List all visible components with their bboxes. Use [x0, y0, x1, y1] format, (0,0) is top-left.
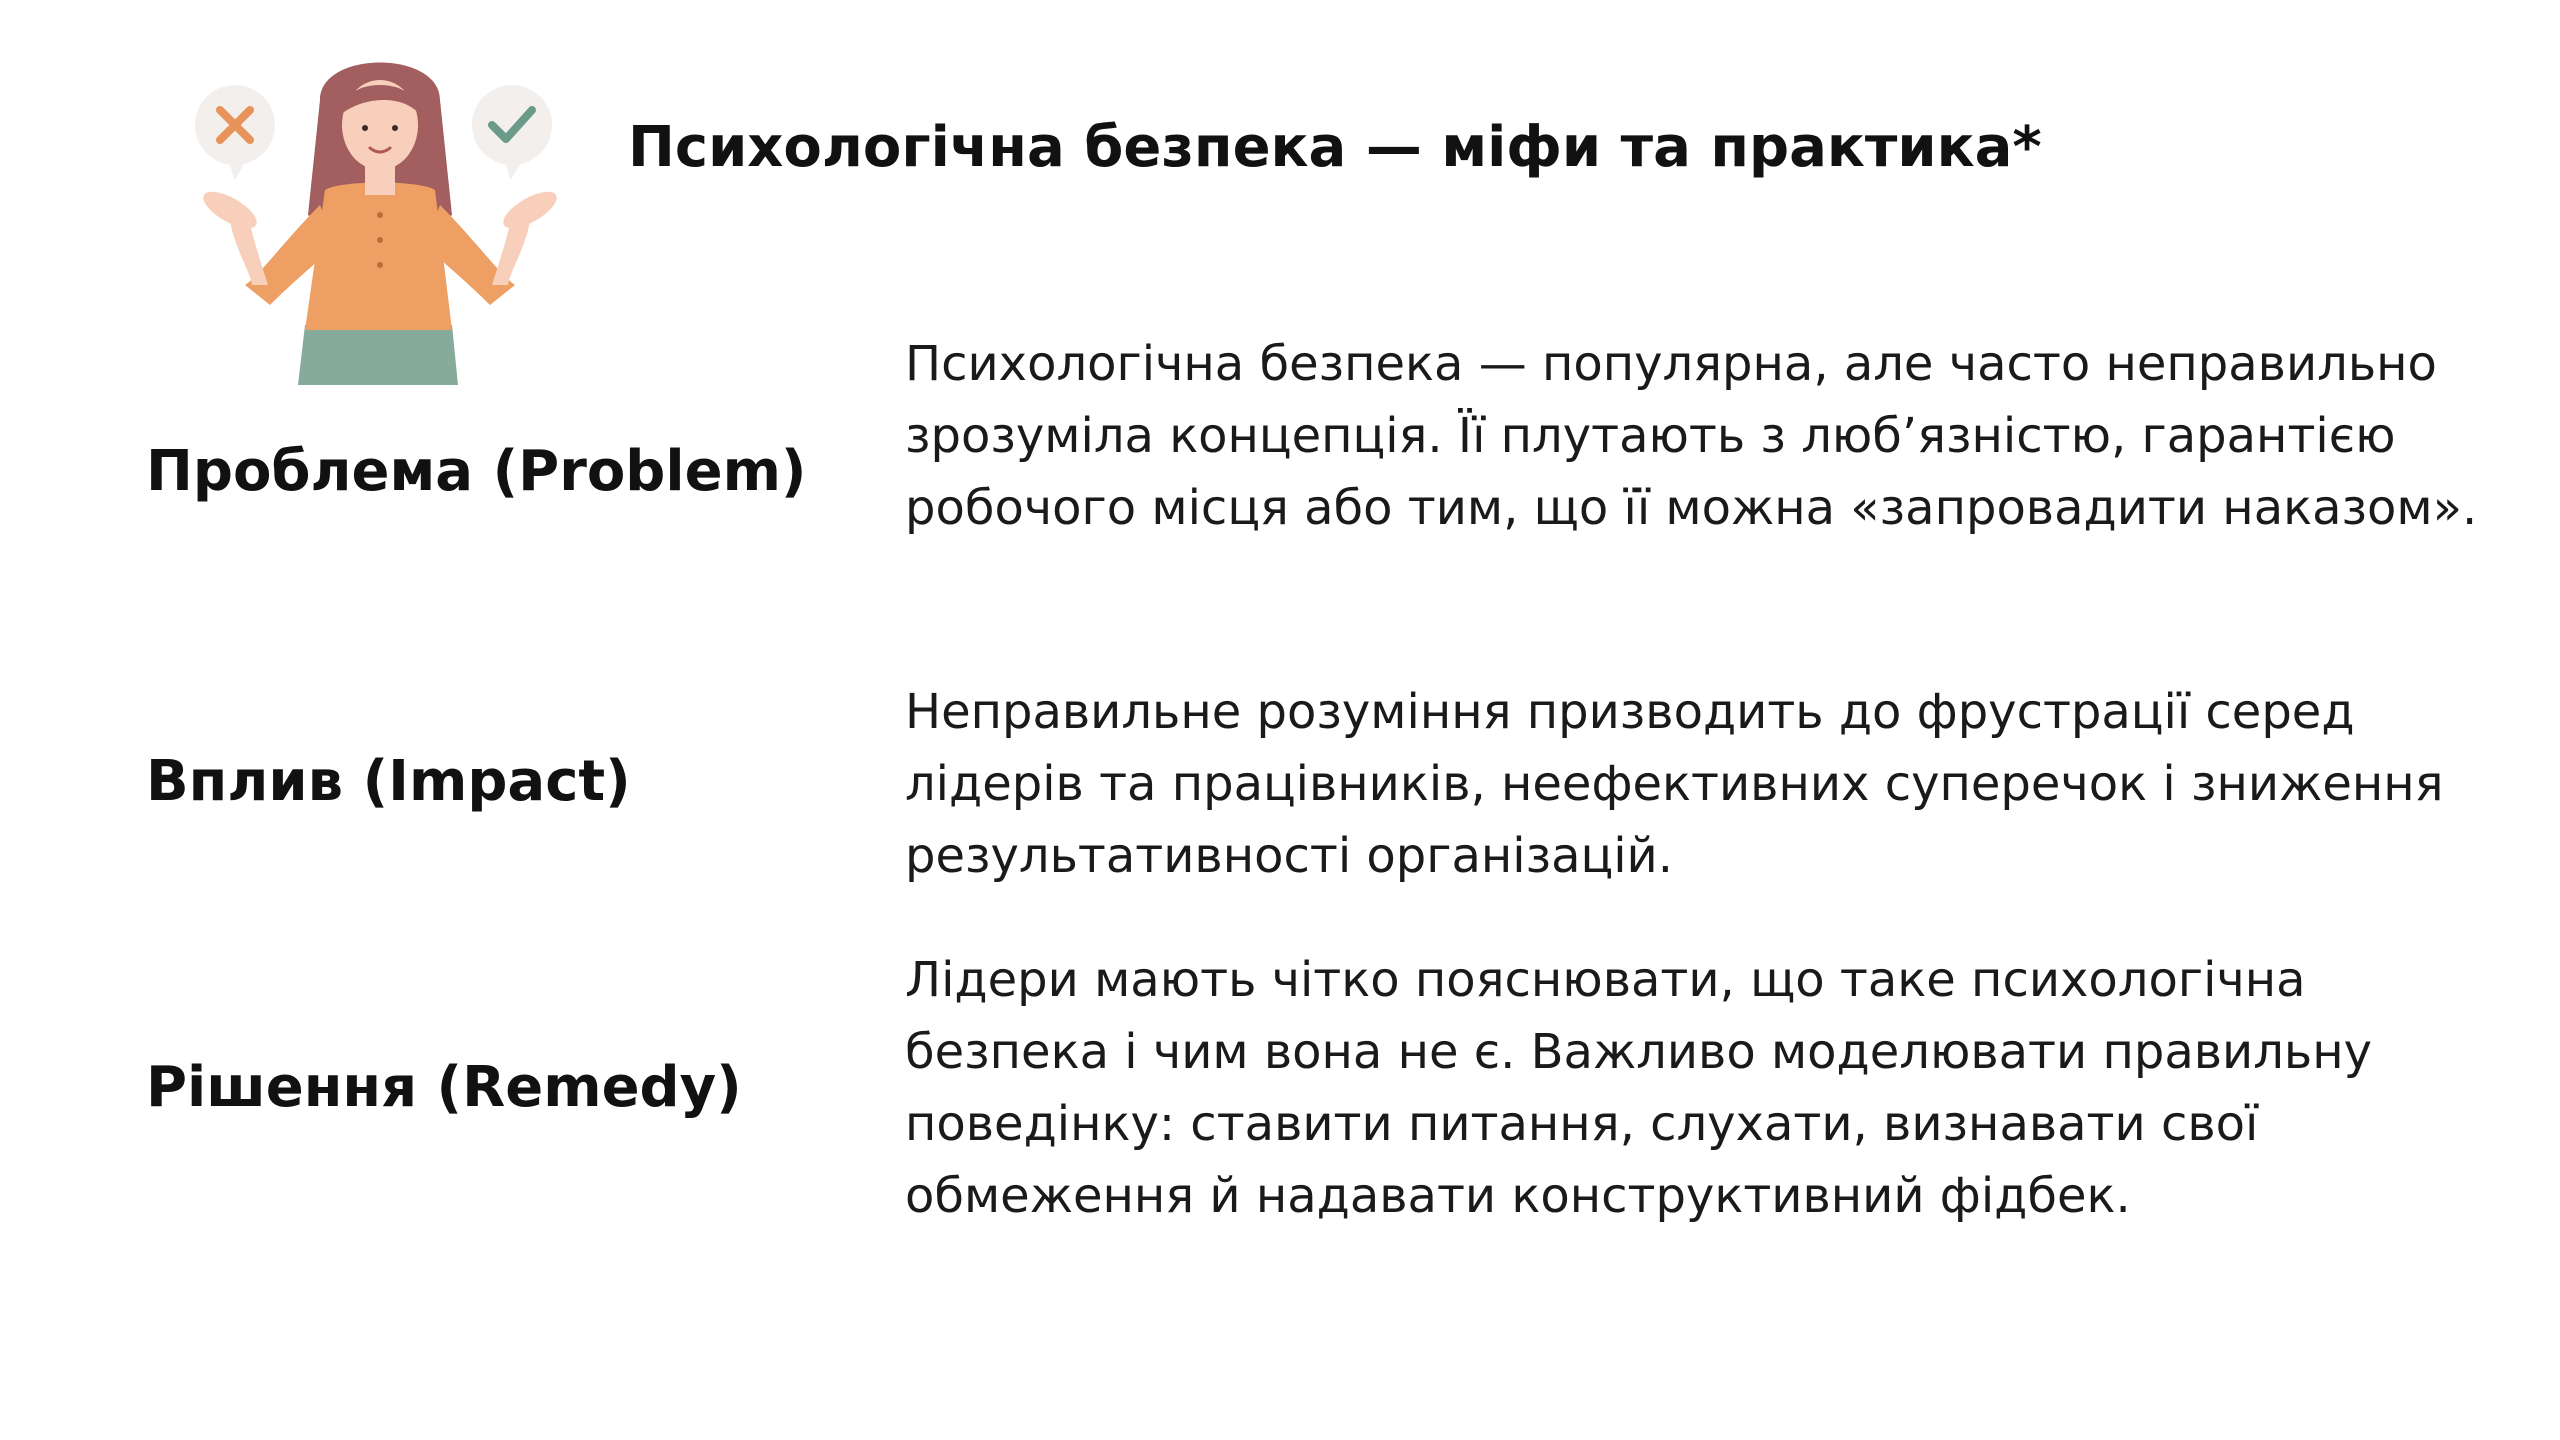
- row-text-remedy: Лідери мають чітко пояснювати, що таке психологічна безпека і чим вона не є. Важливо моделювати правильну поведінку: ставити питання, слухати, визнавати свої обмеження й надавати конструктивний фідбек.: [905, 952, 2372, 1224]
- row-label-impact: Вплив (Impact): [146, 749, 631, 814]
- right-bubble: [472, 85, 552, 180]
- row-label-remedy: Рішення (Remedy): [146, 1055, 742, 1120]
- page-title: Психологічна безпека — міфи та практика*: [628, 115, 2042, 180]
- left-bubble: [195, 85, 275, 180]
- row-text-impact: Неправильне розуміння призводить до фрустрації серед лідерів та працівників, неефективних суперечок і зниження результативності організацій.: [905, 684, 2444, 884]
- row-text-problem: Психологічна безпека — популярна, але часто неправильно зрозуміла концепція. Її плутають з люб’язністю, гарантією робочого місця або тим, що її можна «запровадити наказом».: [905, 336, 2478, 536]
- row-label-problem: Проблема (Problem): [146, 439, 807, 504]
- woman-shrug-icon: [190, 40, 570, 390]
